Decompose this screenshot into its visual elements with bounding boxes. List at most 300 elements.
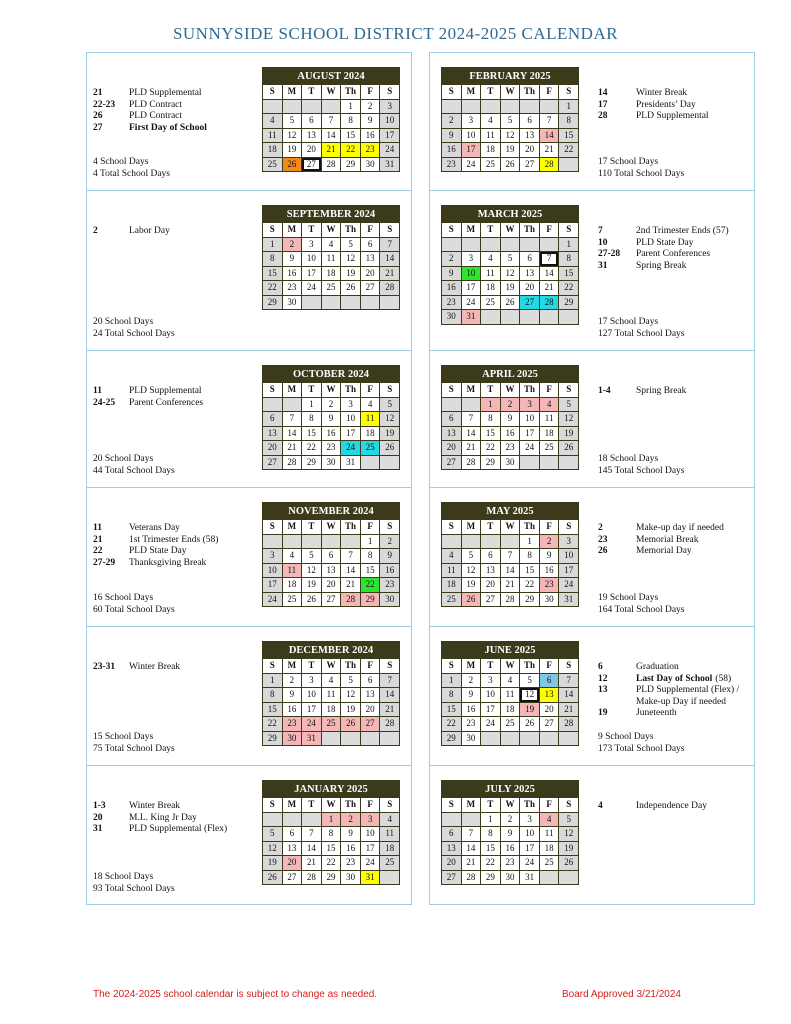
day-cell: 29 [442, 732, 461, 746]
day-cell: 29 [481, 456, 500, 470]
day-cell: 13 [361, 252, 380, 266]
note-text: PLD Contract [129, 99, 183, 110]
day-cell: 20 [283, 856, 302, 870]
empty-day-cell [559, 310, 578, 324]
empty-day-cell [263, 100, 282, 114]
day-cell: 10 [302, 688, 321, 702]
empty-day-cell [442, 100, 461, 114]
weekday-header: Th [520, 798, 539, 812]
day-cell: 5 [559, 813, 578, 827]
day-cell: 13 [322, 564, 341, 578]
month-notes [598, 801, 707, 813]
empty-day-cell [462, 813, 481, 827]
weekday-header: M [462, 223, 481, 237]
day-cell: 30 [283, 296, 302, 310]
day-cell: 5 [501, 114, 520, 128]
month-title: OCTOBER 2024 [263, 366, 399, 383]
weekday-header: M [283, 798, 302, 812]
day-cell: 18 [501, 703, 520, 717]
total-school-days-count: 127 Total School Days [598, 328, 685, 339]
note-text: PLD Supplemental [129, 88, 202, 98]
day-cell: 26 [559, 856, 578, 870]
note-date: 4 [598, 801, 603, 811]
empty-day-cell [520, 238, 539, 252]
day-cell: 28 [462, 871, 481, 885]
month-notes [598, 226, 729, 272]
weekday-header: T [481, 85, 500, 99]
day-cell: 10 [361, 827, 380, 841]
day-cell: 1 [481, 813, 500, 827]
day-cell: 31 [302, 732, 321, 746]
day-cell: 6 [520, 114, 539, 128]
day-cell: 3 [361, 813, 380, 827]
month-grid [263, 383, 399, 469]
note-date: 23-31 [93, 662, 116, 672]
day-cell: 2 [442, 114, 461, 128]
calendar-frame-right [429, 52, 755, 905]
note-date: 10 [598, 237, 608, 248]
note-item [598, 697, 739, 709]
day-cell: 26 [341, 717, 360, 731]
day-cell: 3 [341, 398, 360, 412]
month-calendar [262, 67, 400, 172]
day-cell: 8 [322, 827, 341, 841]
day-cell: 14 [322, 129, 341, 143]
month-notes [93, 386, 203, 409]
day-cell: 13 [481, 564, 500, 578]
month-calendar [441, 67, 579, 172]
day-cell: 29 [341, 158, 360, 172]
day-cell: 20 [481, 578, 500, 592]
note-item [93, 88, 207, 100]
day-cell: 21 [380, 703, 399, 717]
day-cell: 6 [442, 412, 461, 426]
day-cell: 23 [540, 578, 559, 592]
day-cell: 27 [442, 456, 461, 470]
total-school-days-count: 24 Total School Days [93, 328, 175, 339]
note-text: Thanksgiving Break [129, 557, 207, 568]
day-cell: 10 [263, 564, 282, 578]
day-cell: 24 [520, 856, 539, 870]
day-cell: 13 [520, 267, 539, 281]
note-item [598, 249, 729, 261]
school-day-counts [598, 157, 684, 180]
month-title: DECEMBER 2024 [263, 642, 399, 659]
day-cell: 11 [322, 252, 341, 266]
day-cell: 18 [540, 427, 559, 441]
weekday-header: T [302, 798, 321, 812]
month-grid [442, 223, 578, 324]
empty-day-cell [302, 535, 321, 549]
empty-day-cell [540, 732, 559, 746]
empty-day-cell [559, 732, 578, 746]
month-grid [263, 798, 399, 884]
weekday-header: W [501, 659, 520, 673]
day-cell: 3 [462, 252, 481, 266]
note-date [598, 697, 636, 709]
weekday-header: S [263, 223, 282, 237]
month-title: MAY 2025 [442, 503, 578, 520]
school-day-counts [93, 157, 170, 180]
note-text: Veterans Day [129, 523, 180, 533]
day-cell: 2 [442, 252, 461, 266]
month-calendar [262, 205, 400, 310]
day-cell: 26 [341, 281, 360, 295]
note-item [93, 558, 218, 570]
day-cell: 24 [302, 717, 321, 731]
note-text: 2nd Trimester Ends (57) [636, 226, 729, 236]
note-text: Make-up day if needed [636, 523, 724, 533]
month-notes [598, 662, 739, 720]
day-cell: 9 [283, 688, 302, 702]
day-cell: 3 [481, 674, 500, 688]
weekday-header: S [380, 520, 399, 534]
day-cell: 17 [520, 427, 539, 441]
weekday-header: S [559, 520, 578, 534]
note-item [93, 100, 207, 112]
day-cell: 6 [361, 674, 380, 688]
month-calendar [441, 780, 579, 885]
month-grid [442, 520, 578, 606]
day-cell: 23 [322, 441, 341, 455]
day-cell: 3 [462, 114, 481, 128]
month-notes [93, 523, 218, 569]
day-cell: 20 [540, 703, 559, 717]
note-date: 26 [598, 546, 608, 556]
day-cell: 31 [559, 593, 578, 607]
note-date: 31 [598, 260, 608, 271]
note-date: 22 [93, 546, 103, 556]
school-days-count: 20 School Days [93, 317, 154, 327]
day-cell: 26 [520, 717, 539, 731]
footer-disclaimer: The 2024-2025 school calendar is subject to change as needed. [93, 989, 378, 1000]
empty-day-cell [283, 100, 302, 114]
day-cell: 19 [380, 427, 399, 441]
note-text: First Day of School [129, 122, 207, 133]
empty-day-cell [263, 813, 282, 827]
note-text: PLD Supplemental [129, 386, 202, 396]
day-cell: 11 [322, 688, 341, 702]
empty-day-cell [540, 238, 559, 252]
month-calendar [441, 365, 579, 470]
note-text: Spring Break [636, 386, 687, 396]
day-cell: 14 [341, 564, 360, 578]
day-cell: 5 [380, 398, 399, 412]
day-cell: 8 [263, 252, 282, 266]
day-cell: 31 [361, 871, 380, 885]
day-cell: 9 [380, 549, 399, 563]
school-days-count: 16 School Days [93, 593, 154, 603]
day-cell: 11 [540, 412, 559, 426]
day-cell: 13 [283, 842, 302, 856]
month-calendar [441, 205, 579, 325]
note-date: 23 [598, 534, 608, 545]
page-title: SUNNYSIDE SCHOOL DISTRICT 2024-2025 CALENDAR [172, 24, 619, 43]
day-cell: 21 [462, 441, 481, 455]
day-cell: 16 [283, 267, 302, 281]
day-cell: 26 [380, 441, 399, 455]
note-text: PLD Contract [129, 111, 183, 121]
empty-day-cell [302, 100, 321, 114]
note-item [598, 801, 707, 813]
month-calendar [441, 502, 579, 607]
day-cell: 14 [302, 842, 321, 856]
note-date: 27-28 [598, 249, 621, 259]
day-cell: 15 [481, 842, 500, 856]
day-cell: 12 [341, 688, 360, 702]
weekday-header: M [462, 659, 481, 673]
day-cell: 8 [559, 252, 578, 266]
day-cell: 19 [559, 427, 578, 441]
day-cell: 20 [442, 856, 461, 870]
note-date: 11 [93, 386, 102, 396]
empty-day-cell [501, 238, 520, 252]
note-item [598, 88, 709, 100]
day-cell: 9 [501, 827, 520, 841]
note-text: PLD Supplemental (Flex) [129, 824, 228, 834]
day-cell: 22 [559, 143, 578, 157]
weekday-header: T [481, 223, 500, 237]
weekday-header: S [559, 223, 578, 237]
empty-day-cell [341, 296, 360, 310]
day-cell: 4 [283, 549, 302, 563]
day-cell: 7 [540, 252, 559, 266]
day-cell: 8 [442, 688, 461, 702]
day-cell: 11 [263, 129, 282, 143]
day-cell: 16 [283, 703, 302, 717]
day-cell: 24 [380, 143, 399, 157]
empty-day-cell [380, 871, 399, 885]
day-cell: 15 [263, 267, 282, 281]
weekday-header: F [361, 223, 380, 237]
day-cell: 2 [322, 398, 341, 412]
day-cell: 4 [361, 398, 380, 412]
day-cell: 4 [263, 114, 282, 128]
day-cell: 25 [322, 717, 341, 731]
weekday-header: M [283, 520, 302, 534]
day-cell: 20 [302, 143, 321, 157]
weekday-header: M [462, 383, 481, 397]
school-day-counts [93, 317, 175, 340]
day-cell: 18 [442, 578, 461, 592]
day-cell: 16 [442, 281, 461, 295]
weekday-header: S [263, 383, 282, 397]
day-cell: 28 [302, 871, 321, 885]
weekday-header: M [283, 383, 302, 397]
day-cell: 17 [341, 427, 360, 441]
day-cell: 12 [341, 252, 360, 266]
day-cell: 29 [302, 456, 321, 470]
day-cell: 25 [322, 281, 341, 295]
weekday-header: F [361, 85, 380, 99]
empty-day-cell [501, 535, 520, 549]
day-cell: 28 [341, 593, 360, 607]
day-cell: 17 [520, 842, 539, 856]
day-cell: 22 [341, 143, 360, 157]
note-item [93, 111, 207, 123]
day-cell: 20 [361, 267, 380, 281]
school-day-counts [93, 593, 175, 616]
day-cell: 25 [263, 158, 282, 172]
day-cell: 23 [361, 143, 380, 157]
weekday-header: W [501, 223, 520, 237]
day-cell: 29 [322, 871, 341, 885]
day-cell: 22 [322, 856, 341, 870]
empty-day-cell [263, 398, 282, 412]
weekday-header: S [559, 659, 578, 673]
day-cell: 4 [322, 238, 341, 252]
day-cell: 17 [481, 703, 500, 717]
day-cell: 27 [361, 281, 380, 295]
note-item [598, 535, 724, 547]
total-school-days-count: 44 Total School Days [93, 465, 175, 476]
day-cell: 18 [481, 281, 500, 295]
day-cell: 14 [380, 252, 399, 266]
day-cell: 28 [322, 158, 341, 172]
day-cell: 27 [520, 158, 539, 172]
day-cell: 13 [361, 688, 380, 702]
day-cell: 2 [540, 535, 559, 549]
day-cell: 18 [283, 578, 302, 592]
day-cell: 9 [341, 827, 360, 841]
day-cell: 30 [501, 871, 520, 885]
note-item [598, 685, 739, 697]
note-text: Memorial Break [636, 534, 699, 545]
day-cell: 13 [520, 129, 539, 143]
day-cell: 27 [481, 593, 500, 607]
day-cell: 22 [442, 717, 461, 731]
day-cell: 6 [520, 252, 539, 266]
day-cell: 9 [501, 412, 520, 426]
weekday-header: S [559, 85, 578, 99]
day-cell: 1 [442, 674, 461, 688]
note-text: M.L. King Jr Day [129, 812, 197, 823]
day-cell: 5 [462, 549, 481, 563]
day-cell: 18 [361, 427, 380, 441]
day-cell: 23 [462, 717, 481, 731]
day-cell: 1 [322, 813, 341, 827]
day-cell: 6 [481, 549, 500, 563]
day-cell: 27 [263, 456, 282, 470]
weekday-header: T [481, 520, 500, 534]
empty-day-cell [361, 296, 380, 310]
month-grid [263, 659, 399, 745]
weekday-header: Th [520, 85, 539, 99]
day-cell: 10 [559, 549, 578, 563]
month-calendar [441, 641, 579, 746]
note-date: 14 [598, 88, 608, 98]
note-item [93, 824, 227, 836]
row-divider [429, 765, 755, 766]
empty-day-cell [462, 238, 481, 252]
day-cell: 14 [559, 688, 578, 702]
day-cell: 23 [283, 717, 302, 731]
day-cell: 12 [559, 827, 578, 841]
weekday-header: M [462, 520, 481, 534]
day-cell: 7 [540, 114, 559, 128]
day-cell: 8 [361, 549, 380, 563]
school-days-count: 19 School Days [598, 593, 659, 603]
day-cell: 12 [263, 842, 282, 856]
empty-day-cell [520, 732, 539, 746]
day-cell: 4 [481, 114, 500, 128]
day-cell: 7 [462, 412, 481, 426]
day-cell: 15 [263, 703, 282, 717]
empty-day-cell [462, 535, 481, 549]
day-cell: 19 [520, 703, 539, 717]
day-cell: 24 [361, 856, 380, 870]
day-cell: 29 [520, 593, 539, 607]
note-text: Winter Break [129, 662, 181, 672]
empty-day-cell [481, 100, 500, 114]
total-school-days-count: 4 Total School Days [93, 168, 171, 179]
month-title: NOVEMBER 2024 [263, 503, 399, 520]
day-cell: 4 [540, 813, 559, 827]
empty-day-cell [283, 398, 302, 412]
day-cell: 5 [559, 398, 578, 412]
weekday-header: S [380, 383, 399, 397]
note-text: PLD State Day [636, 237, 694, 248]
weekday-header: S [442, 383, 461, 397]
day-cell: 30 [540, 593, 559, 607]
day-cell: 20 [520, 281, 539, 295]
weekday-header: S [442, 223, 461, 237]
day-cell: 14 [462, 427, 481, 441]
day-cell: 23 [501, 441, 520, 455]
day-cell: 26 [501, 296, 520, 310]
school-days-count: 15 School Days [93, 732, 154, 742]
weekday-header: T [302, 383, 321, 397]
day-cell: 28 [559, 717, 578, 731]
weekday-header: S [263, 798, 282, 812]
day-cell: 13 [302, 129, 321, 143]
note-date: 2 [598, 523, 603, 533]
day-cell: 13 [442, 842, 461, 856]
day-cell: 11 [380, 827, 399, 841]
empty-day-cell [341, 535, 360, 549]
day-cell: 15 [481, 427, 500, 441]
day-cell: 12 [501, 129, 520, 143]
day-cell: 20 [361, 703, 380, 717]
note-date: 27-29 [93, 557, 116, 568]
month-grid [442, 798, 578, 884]
weekday-header: Th [520, 659, 539, 673]
month-calendar [262, 780, 400, 885]
day-cell: 16 [540, 564, 559, 578]
day-cell: 9 [442, 129, 461, 143]
day-cell: 24 [263, 593, 282, 607]
weekday-header: F [361, 520, 380, 534]
day-cell: 14 [380, 688, 399, 702]
total-school-days-count: 173 Total School Days [598, 743, 685, 754]
total-school-days-count: 110 Total School Days [598, 168, 685, 179]
day-cell: 9 [540, 549, 559, 563]
weekday-header: F [540, 798, 559, 812]
day-cell: 25 [361, 441, 380, 455]
day-cell: 21 [501, 578, 520, 592]
day-cell: 25 [380, 856, 399, 870]
day-cell: 26 [302, 593, 321, 607]
day-cell: 31 [520, 871, 539, 885]
note-date: 17 [598, 99, 608, 110]
school-day-counts [93, 454, 175, 477]
day-cell: 25 [442, 593, 461, 607]
footer-approval: Board Approved 3/21/2024 [562, 989, 681, 1000]
weekday-header: F [540, 520, 559, 534]
note-text: Winter Break [636, 88, 688, 98]
day-cell: 7 [462, 827, 481, 841]
weekday-header: S [380, 798, 399, 812]
